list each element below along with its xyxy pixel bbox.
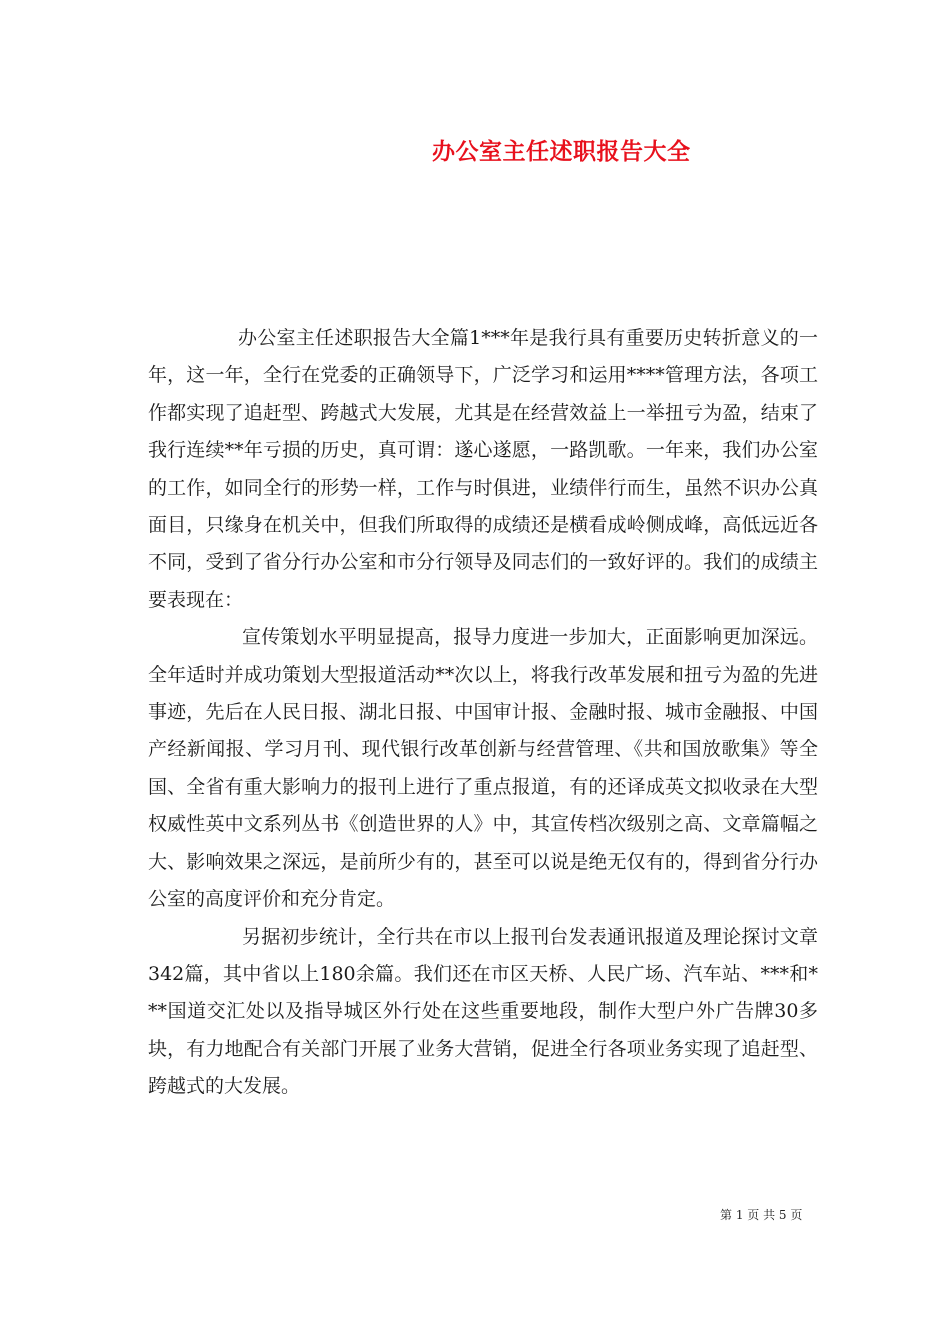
paragraph-statistics: 另据初步统计，全行共在市以上报刊台发表通讯报道及理论探讨文章342篇，其中省以上180余篇。我们还在市区天桥、人民广场、汽车站、***和***国道交汇处以及指导城区外行处在这些重要地段，制作大型户外广告牌30多块，有力地配合有关部门开展了业务大营销，促进全行各项业务实现了追赶型、跨越式的大发展。 [148,925,818,1098]
paragraph-publicity: 宣传策划水平明显提高，报导力度进一步加大，正面影响更加深远。全年适时并成功策划大型报道活动**次以上，将我行改革发展和扭亏为盈的先进事迹，先后在人民日报、湖北日报、中国审计报、金融时报、城市金融报、中国产经新闻报、学习月刊、现代银行改革创新与经营管理、《共和国放歌集》等全国、全省有重大影响力的报刊上进行了重点报道，有的还译成英文拟收录在大型权威性英中文系列丛书《创造世界的人》中，其宣传档次级别之高、文章篇幅之大、影响效果之深远，是前所少有的，甚至可以说是绝无仅有的，得到省分行办公室的高度评价和充分肯定。 [148,626,818,911]
document-title: 办公室主任述职报告大全 [432,138,691,165]
paragraph-intro: 办公室主任述职报告大全篇1***年是我行具有重要历史转折意义的一年，这一年，全行在党委的正确领导下，广泛学习和运用****管理方法，各项工作都实现了追赶型、跨越式大发展，尤其是在经营效益上一举扭亏为盈，结束了我行连续**年亏损的历史，真可谓：遂心遂愿，一路凯歌。一年来，我们办公室的工作，如同全行的形势一样，工作与时俱进，业绩伴行而生，虽然不识办公真面目，只缘身在机关中，但我们所取得的成绩还是横看成岭侧成峰，高低远近各不同，受到了省分行办公室和市分行领导及同志们的一致好评的。我们的成绩主要表现在： [148,327,818,611]
document-body [148,320,818,1106]
page-number-footer: 第 1 页 共 5 页 [720,1208,803,1222]
